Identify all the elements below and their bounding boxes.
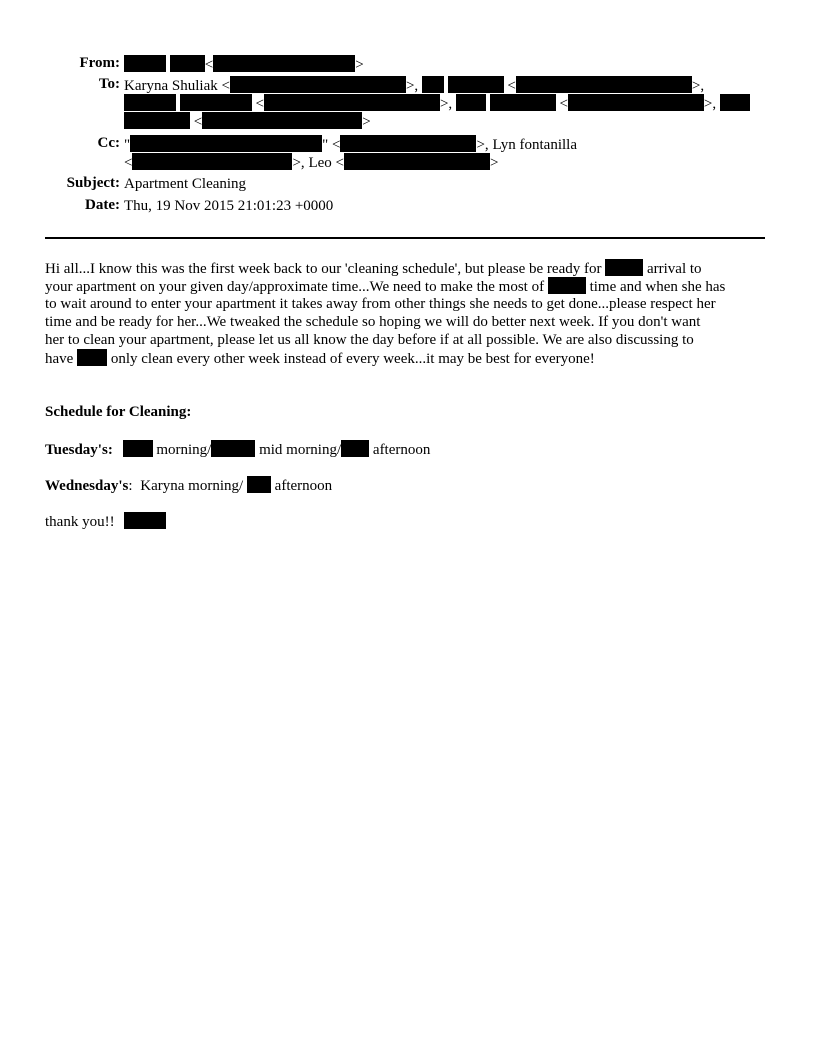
- to-name: Karyna Shuliak: [124, 78, 218, 94]
- body-text: have: [45, 351, 74, 367]
- cc-value-line2: < >, Leo < >: [124, 155, 499, 171]
- body-text: time and when she has: [589, 279, 726, 295]
- redaction: [568, 94, 704, 111]
- cc-value-line1: " " < >, Lyn fontanilla: [124, 137, 578, 153]
- redaction: [124, 512, 166, 529]
- redaction: [132, 153, 292, 170]
- redaction: [124, 55, 166, 72]
- tuesday-slot-2: mid morning/: [259, 442, 342, 458]
- redaction: [123, 440, 153, 457]
- body-line: time and be ready for her...We tweaked the schedule so hoping we will do better next week. If you don't want: [45, 314, 701, 330]
- wednesday-colon: :: [128, 478, 133, 494]
- redaction: [247, 476, 271, 493]
- redaction: [341, 440, 369, 457]
- redaction: [211, 440, 255, 457]
- to-label: To:: [98, 76, 120, 92]
- subject-value: Apartment Cleaning: [124, 176, 247, 192]
- to-value-line1: Karyna Shuliak < >, < >,: [124, 78, 705, 94]
- body-line: her to clean your apartment, please let us all know the day before if at all possible. We are also discussing to: [45, 332, 694, 348]
- tuesday-label: Tuesday's:: [45, 442, 113, 458]
- wednesday-row: [45, 476, 332, 495]
- body-line: [45, 349, 769, 367]
- cc-label: Cc:: [97, 135, 120, 151]
- thanks-text: thank you!!: [45, 514, 115, 530]
- from-label: From:: [79, 55, 120, 71]
- wednesday-label: Wednesday's: [45, 478, 129, 494]
- from-value: < >: [124, 55, 364, 74]
- redaction: [124, 94, 176, 111]
- redaction: [344, 153, 490, 170]
- wednesday-slot-1: Karyna morning/: [140, 478, 244, 494]
- redaction: [448, 76, 504, 93]
- redaction: [605, 259, 643, 276]
- cc-name-1: Lyn fontanilla: [492, 137, 578, 153]
- closing-line: [45, 512, 166, 531]
- redaction: [180, 94, 252, 111]
- redaction: [490, 94, 556, 111]
- body-text: arrival to: [646, 261, 702, 277]
- redaction: [170, 55, 205, 72]
- wednesday-slot-2: afternoon: [274, 478, 333, 494]
- tuesday-row: [45, 440, 430, 459]
- redaction: [548, 277, 586, 294]
- body-text: your apartment on your given day/approximate time...We need to make the most of: [45, 279, 545, 295]
- redaction: [720, 94, 750, 111]
- message-body: [45, 259, 769, 367]
- redaction: [202, 112, 362, 129]
- redaction: [230, 76, 406, 93]
- schedule-heading: [45, 404, 191, 421]
- redaction: [456, 94, 486, 111]
- tuesday-slot-3: afternoon: [372, 442, 431, 458]
- body-text: only clean every other week instead of every week...it may be best for everyone!: [110, 351, 595, 367]
- redaction: [264, 94, 440, 111]
- cc-name-2: Leo: [308, 155, 332, 171]
- body-line: [45, 259, 769, 277]
- date-label: Date:: [85, 197, 120, 213]
- redaction: [422, 76, 444, 93]
- body-line: [45, 277, 769, 295]
- redaction: [516, 76, 692, 93]
- redaction: [340, 135, 476, 152]
- date-value: Thu, 19 Nov 2015 21:01:23 +0000: [124, 198, 334, 214]
- subject-label: Subject:: [66, 175, 120, 191]
- to-value-line2: < >, < >,: [124, 94, 750, 113]
- redaction: [130, 135, 322, 152]
- tuesday-slot-1: morning/: [156, 442, 212, 458]
- body-text: Hi all...I know this was the first week back to our 'cleaning schedule', but please be ready for: [45, 261, 602, 277]
- redaction: [77, 349, 107, 366]
- divider: [45, 237, 765, 239]
- to-value-line3: < >: [124, 112, 371, 131]
- redaction: [213, 55, 355, 72]
- schedule-heading-text: Schedule for Cleaning:: [45, 404, 192, 420]
- body-line: to wait around to enter your apartment it takes away from other things she needs to get done...please respect her: [45, 296, 716, 312]
- redaction: [124, 112, 190, 129]
